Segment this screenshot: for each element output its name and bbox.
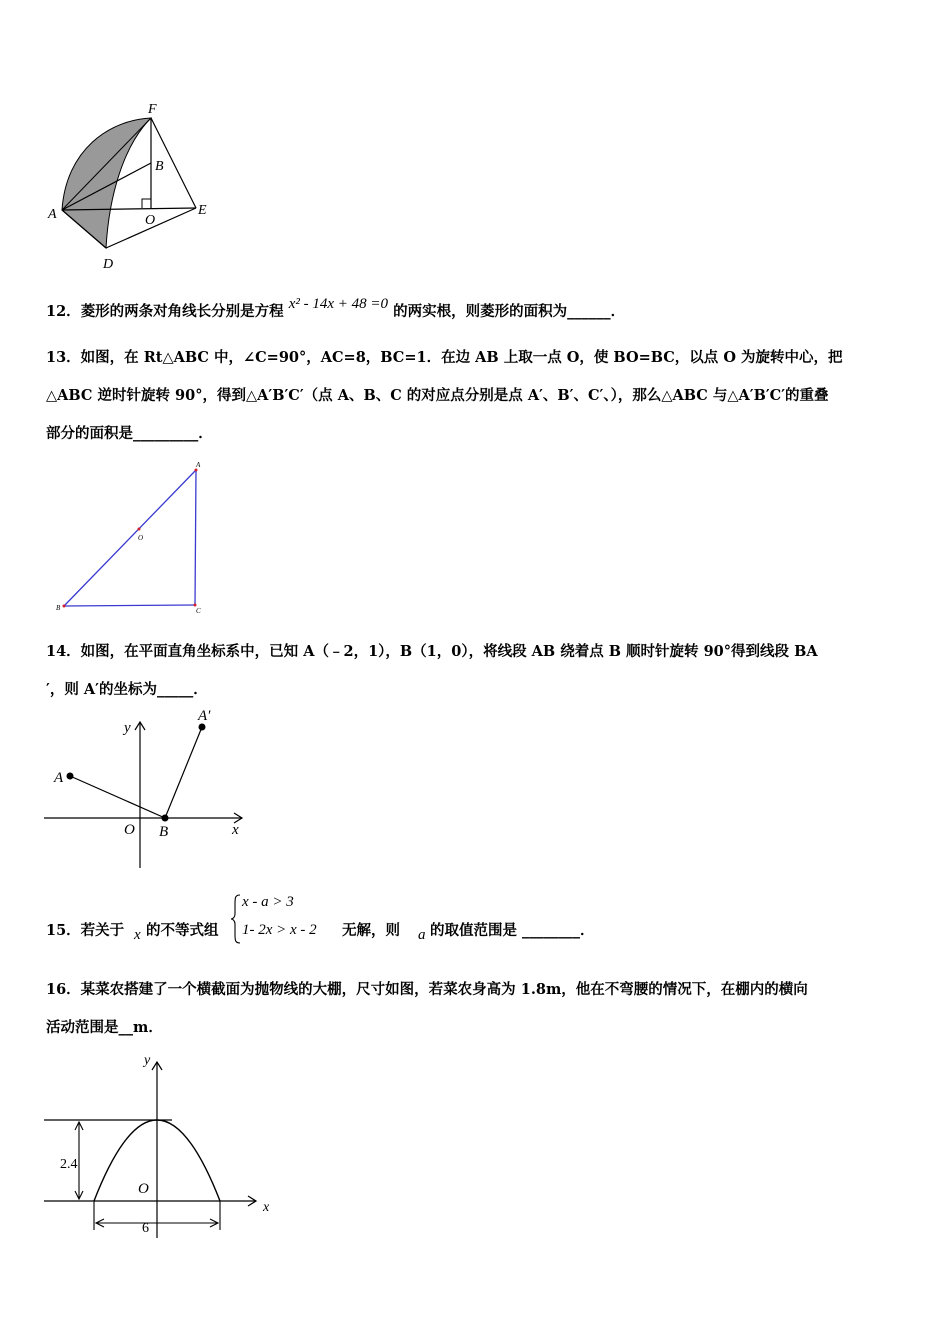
label-B: B [159,824,169,840]
label-E: E [198,203,207,218]
question-13-line-3: 部分的面积是_________． [46,425,213,442]
label-O: O [138,534,144,542]
label-O: O [138,1181,149,1197]
label-F: F [148,102,157,117]
label-width: 6 [142,1221,149,1236]
q15-number-text: 15．若关于 [46,922,125,939]
figure-q13 [50,458,220,618]
q15-var-a: a [418,927,426,943]
label-D: D [103,257,114,272]
point-B [162,815,169,822]
point-O [138,528,141,531]
question-14-line-2: ′，则 A′的坐标为_____． [46,681,208,698]
question-13-line-2: △ABC 逆时针旋转 90°，得到△A′B′C′（点 A、B、C 的对应点分别是点 A′、B′、C′、），那么△ABC 与△A′B′C′的重叠 [46,387,829,404]
label-x: x [232,822,239,838]
label-x: x [263,1200,270,1215]
question-16-line-1: 16．某菜农搭建了一个横截面为抛物线的大棚，尺寸如图，若菜农身高为 1.8m，他在不弯腰的情况下，在棚内的横向 [46,981,808,998]
label-O: O [145,213,156,228]
question-14-line-1: 14．如图，在平面直角坐标系中，已知 A（﹣2，1），B（1，0），将线段 AB 绕着点 B 顺时针旋转 90°得到线段 BA [46,643,818,660]
question-12 [46,296,626,321]
figure-q16 [44,1050,284,1240]
label-y: y [144,1053,151,1068]
question-16-line-2: 活动范围是__m． [46,1019,163,1036]
q12-number: 12． [46,303,81,320]
label-A: A [54,770,64,786]
label-O: O [124,822,135,838]
q12-equation: x² - 14x + 48 =0 [288,296,389,312]
q12-text-after: 的两实根，则菱形的面积为______． [393,303,626,320]
q15-inequality-2: 1- 2x > x - 2 [242,922,317,938]
brace-icon [230,894,242,944]
side-BC [64,605,195,606]
right-angle-mark [142,199,151,208]
side-AC [195,470,196,605]
point-A [67,773,74,780]
point-A-prime [199,724,206,731]
q15-end-text: 的取值范围是 ________． [430,922,595,939]
label-height: 2.4 [60,1157,78,1172]
figure-q11 [44,100,219,275]
label-A: A [48,207,57,222]
side-AB [64,470,196,606]
q15-var-x: x [134,927,141,943]
label-B: B [155,159,164,174]
label-y: y [124,720,131,736]
q15-after-text: 无解，则 [342,922,400,939]
label-C: C [196,607,201,615]
segment-AB [70,776,165,818]
figure-q14 [44,706,254,874]
label-A-prime: A′ [198,708,211,724]
segment-BA-prime [165,727,202,818]
label-B: B [56,604,61,612]
label-A: A [196,461,201,469]
question-13-line-1: 13．如图，在 Rt△ABC 中，∠C=90°，AC=8，BC=1．在边 AB 上取一点 O，使 BO=BC，以点 O 为旋转中心，把 [46,349,843,366]
q15-mid-text: 的不等式组 [146,922,219,939]
shaded-region [62,118,151,248]
q12-text-before: 菱形的两条对角线长分别是方程 [80,303,284,320]
point-B [63,605,66,608]
q15-inequality-1: x - a > 3 [242,894,294,910]
